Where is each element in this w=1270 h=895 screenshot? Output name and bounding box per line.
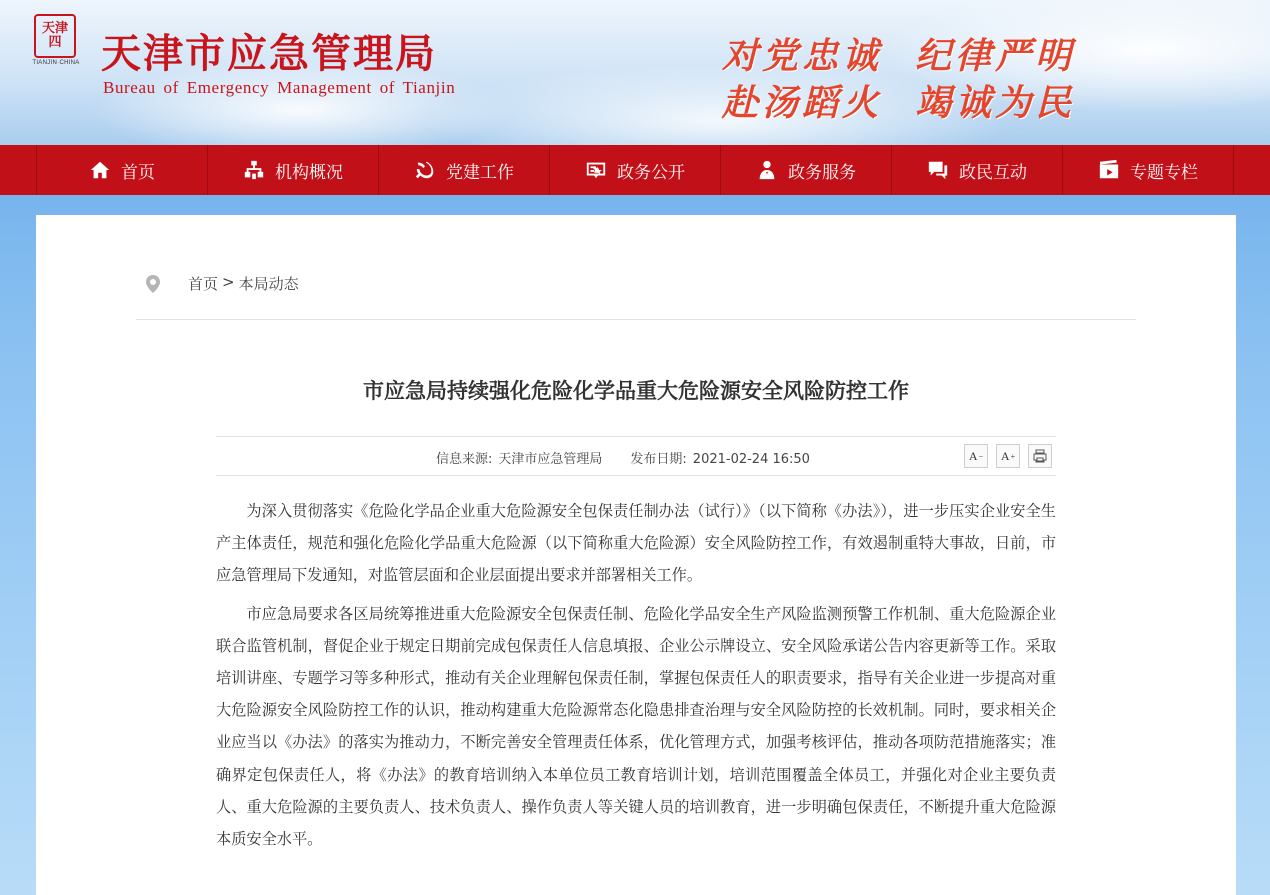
site-subtitle: Bureau of Emergency Management of Tianjin <box>103 78 456 97</box>
seal-caption: TIANJIN·CHINA <box>32 60 80 66</box>
nav-item-home[interactable] <box>37 145 208 195</box>
font-smaller-mark: − <box>978 451 984 461</box>
film-icon <box>1098 159 1120 181</box>
notice-board-icon <box>585 159 607 181</box>
site-title[interactable]: 天津市应急管理局 <box>101 32 437 76</box>
home-icon <box>89 159 111 181</box>
font-smaller-letter: A <box>968 448 978 463</box>
breadcrumb <box>136 273 1136 320</box>
seal-text: 天津 四 <box>41 20 68 50</box>
nav-item-label: 专题专栏 <box>1130 162 1198 183</box>
content-card <box>36 215 1236 895</box>
print-icon <box>1033 449 1047 463</box>
nav-item-government-affairs[interactable] <box>550 145 721 195</box>
source-value: 天津市应急管理局 <box>498 452 603 467</box>
breadcrumb-current-link[interactable]: 本局动态 <box>238 275 299 293</box>
nav-item-label: 政务服务 <box>788 162 856 183</box>
nav-item-label: 党建工作 <box>446 162 514 183</box>
date-value: 2021-02-24 16:50 <box>692 452 810 467</box>
article-body <box>216 495 1056 861</box>
font-larger-letter: A <box>1000 448 1010 463</box>
site-header <box>0 0 1270 145</box>
site-logo-seal[interactable] <box>34 14 76 58</box>
article-title: 市应急局持续强化危险化学品重大危险源安全风险防控工作 <box>363 379 909 403</box>
party-emblem-icon <box>414 159 436 181</box>
nav-item-organization[interactable] <box>208 145 379 195</box>
print-button[interactable] <box>1028 444 1052 468</box>
location-pin-icon <box>146 275 160 293</box>
article-tools <box>964 444 1052 468</box>
nav-item-label: 政民互动 <box>959 162 1027 183</box>
nav-item-special-topics[interactable] <box>1063 145 1234 195</box>
chat-icon <box>927 159 949 181</box>
nav-item-public-interaction[interactable] <box>892 145 1063 195</box>
font-larger-mark: + <box>1010 451 1016 461</box>
article-meta <box>436 448 816 467</box>
nav-item-label: 机构概况 <box>275 162 343 183</box>
slogan-line-2: 赴汤蹈火 竭诚为民 <box>722 82 1076 124</box>
article-paragraph: 为深入贯彻落实《危险化学品企业重大危险源安全包保责任制办法（试行）》（以下简称《办法》），进一步压实企业安全生产主体责任，规范和强化危险化学品重大危险源（以下简称重大危险源）安全风险防控工作，有效遏制重特大事故，日前，市应急管理局下发通知，对监管层面和企业层面提出要求并部署相关工作。 <box>216 502 1056 585</box>
breadcrumb-home-link[interactable]: 首页 <box>188 275 219 293</box>
font-larger-button[interactable] <box>996 444 1020 468</box>
person-service-icon <box>756 159 778 181</box>
breadcrumb-separator: > <box>222 273 235 291</box>
slogan-line-1: 对党忠诚 纪律严明 <box>722 35 1076 77</box>
date-label: 发布日期: <box>630 452 687 467</box>
article-meta-bar <box>216 436 1056 476</box>
nav-item-government-services[interactable] <box>721 145 892 195</box>
main-nav <box>0 145 1270 195</box>
article-paragraph: 市应急局要求各区局统筹推进重大危险源安全包保责任制、危险化学品安全生产风险监测预警工作机制、重大危险源企业联合监管机制，督促企业于规定日期前完成包保责任人信息填报、企业公示牌设立、安全风险承诺公告内容更新等工作。采取培训讲座、专题学习等多种形式，推动有关企业理解包保责任制，掌握包保责任人的职责要求，指导有关企业进一步提高对重大危险源安全风险防控工作的认识，推动构建重大危险源常态化隐患排查治理与安全风险防控的长效机制。同时，要求相关企业应当以《办法》的落实为推动力，不断完善安全管理责任体系，优化管理方式，加强考核评估，推动各项防范措施落实；准确界定包保责任人，将《办法》的教育培训纳入本单位员工教育培训计划，培训范围覆盖全体员工，并强化对企业主要负责人、重大危险源的主要负责人、技术负责人、操作负责人等关键人员的培训教育，进一步明确包保责任，不断提升重大危险源本质安全水平。 <box>216 604 1056 849</box>
nav-item-party-building[interactable] <box>379 145 550 195</box>
source-label: 信息来源: <box>436 452 493 467</box>
nav-item-label: 政务公开 <box>617 162 685 183</box>
org-chart-icon <box>243 159 265 181</box>
font-smaller-button[interactable] <box>964 444 988 468</box>
nav-item-label: 首页 <box>121 162 155 183</box>
